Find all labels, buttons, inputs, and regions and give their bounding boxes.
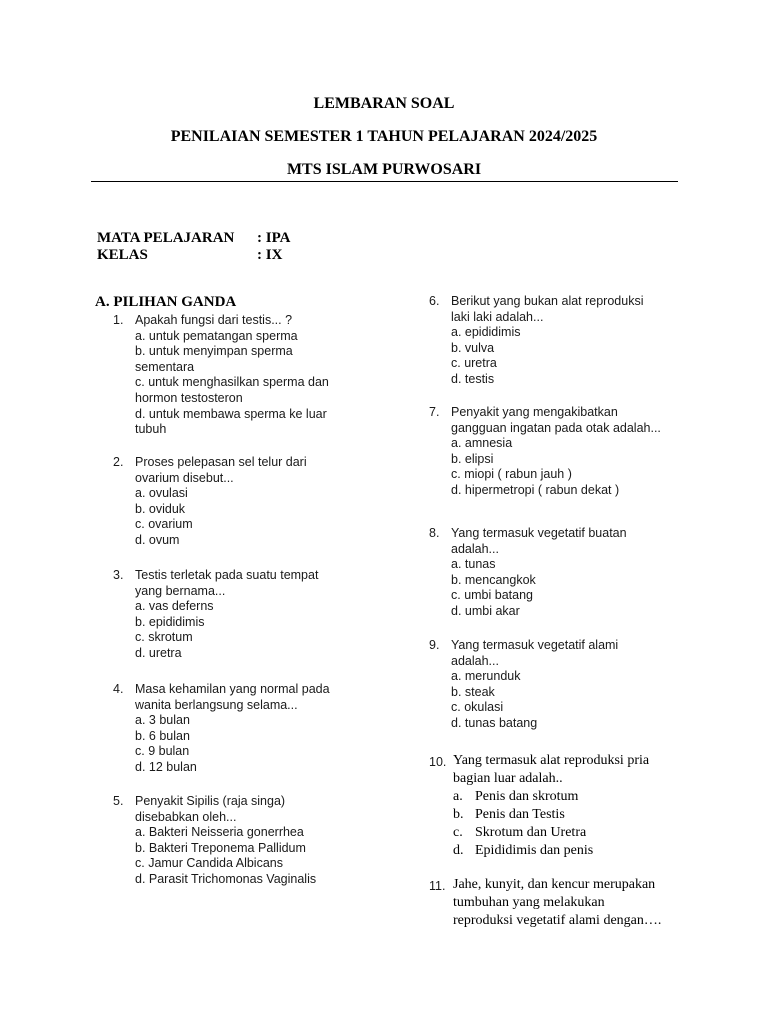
question-option: d. Parasit Trichomonas Vaginalis — [135, 871, 317, 886]
question-item — [113, 794, 316, 888]
question-item — [113, 568, 318, 662]
question-number: 1. — [113, 313, 124, 327]
question-text: Penyakit yang mengakibatkan — [451, 405, 618, 419]
question-option: b. mencangkok — [451, 572, 536, 587]
question-option: c. Jamur Candida Albicans — [135, 856, 283, 871]
question-option: b. 6 bulan — [135, 728, 190, 743]
question-option: b. Bakteri Treponema Pallidum — [135, 840, 306, 855]
question-option: a. epididimis — [451, 325, 521, 340]
question-option: d. hipermetropi ( rabun dekat ) — [451, 482, 620, 497]
question-option: a. 3 bulan — [135, 713, 190, 728]
question-option: d. tunas batang — [451, 715, 538, 730]
question-text: Penyakit Sipilis (raja singa) — [135, 794, 286, 808]
option-c — [453, 824, 649, 842]
question-option: a. ovulasi — [135, 486, 188, 501]
question-item — [113, 455, 307, 549]
meta-class-value: : IX — [257, 247, 283, 263]
question-option: c. untuk menghasilkan sperma dan — [135, 375, 329, 390]
question-number: 9. — [429, 638, 440, 652]
question-text: Berikut yang bukan alat reproduksi — [451, 294, 644, 308]
question-item — [113, 682, 330, 776]
question-text: Yang termasuk vegetatif buatan — [451, 526, 627, 540]
question-11 — [429, 876, 661, 930]
question-option: c. ovarium — [135, 517, 193, 532]
question-item — [113, 313, 329, 438]
question-option: d. 12 bulan — [135, 759, 197, 774]
option-b — [453, 806, 649, 824]
question-text: ovarium disebut... — [135, 470, 234, 485]
question-option: c. uretra — [451, 356, 497, 371]
question-number: 4. — [113, 682, 124, 696]
question-number: 6. — [429, 294, 440, 308]
question-number: 3. — [113, 568, 124, 582]
question-text: Apakah fungsi dari testis... ? — [135, 313, 293, 327]
header-divider — [91, 181, 678, 182]
question-option: b. elipsi — [451, 451, 494, 466]
option-letter: b. — [453, 807, 464, 822]
question-number: 11. — [429, 879, 446, 893]
question-text: disebabkan oleh... — [135, 809, 237, 824]
question-text: yang bernama... — [135, 583, 226, 598]
exam-title: PENILAIAN SEMESTER 1 TAHUN PELAJARAN 2024/2025 — [170, 128, 598, 145]
option-letter: d. — [453, 843, 464, 858]
meta-class-label: KELAS — [97, 247, 148, 263]
question-option: b. epididimis — [135, 614, 205, 629]
question-option: d. untuk membawa sperma ke luar — [135, 406, 327, 421]
question-text: gangguan ingatan pada otak adalah... — [451, 420, 661, 435]
question-text: reproduksi vegetatif alami dengan…. — [453, 913, 662, 928]
option-text: Epididimis dan penis — [475, 843, 594, 858]
question-option: a. vas deferns — [135, 599, 214, 614]
question-option: d. umbi akar — [451, 603, 520, 618]
question-text: Testis terletak pada suatu tempat — [135, 568, 319, 582]
question-option: c. okulasi — [451, 700, 504, 715]
option-text: Penis dan skrotum — [475, 789, 579, 804]
question-text: Proses pelepasan sel telur dari — [135, 455, 307, 469]
question-text: wanita berlangsung selama... — [135, 697, 298, 712]
question-option: b. oviduk — [135, 501, 186, 516]
question-text: bagian luar adalah.. — [453, 771, 563, 786]
question-item — [429, 526, 627, 620]
question-number: 2. — [113, 455, 124, 469]
meta-subject-label: MATA PELAJARAN — [97, 230, 235, 246]
question-text: adalah... — [451, 541, 499, 556]
question-option: a. tunas — [451, 557, 496, 572]
question-option: c. skrotum — [135, 630, 193, 645]
question-text: adalah... — [451, 653, 499, 668]
option-d — [453, 842, 649, 860]
question-option: a. Bakteri Neisseria gonerrhea — [135, 825, 304, 840]
question-option: hormon testosteron — [135, 390, 243, 405]
option-text: Skrotum dan Uretra — [475, 825, 587, 840]
meta-subject-value: : IPA — [257, 230, 291, 246]
question-text: tumbuhan yang melakukan — [453, 895, 605, 910]
question-item — [429, 405, 661, 499]
question-text: Yang termasuk vegetatif alami — [451, 638, 619, 652]
question-option: b. untuk menyimpan sperma — [135, 344, 293, 359]
question-option: tubuh — [135, 422, 167, 437]
question-option: d. ovum — [135, 532, 180, 547]
option-text: Penis dan Testis — [475, 807, 565, 822]
question-option: a. amnesia — [451, 436, 513, 451]
question-text: Yang termasuk alat reproduksi pria — [453, 753, 650, 768]
doc-title: LEMBARAN SOAL — [313, 95, 455, 112]
school-name: MTS ISLAM PURWOSARI — [286, 161, 482, 178]
question-item — [429, 294, 643, 388]
question-option: sementara — [135, 359, 195, 374]
question-option: b. vulva — [451, 340, 495, 355]
question-option: c. 9 bulan — [135, 744, 190, 759]
question-text: a. untuk pematangan sperma — [135, 328, 298, 343]
question-option: d. uretra — [135, 645, 182, 660]
question-number: 5. — [113, 794, 124, 808]
question-option: d. testis — [451, 371, 495, 386]
question-option: a. merunduk — [451, 669, 521, 684]
question-option: c. miopi ( rabun jauh ) — [451, 467, 572, 482]
section-heading: A. PILIHAN GANDA — [95, 294, 237, 310]
question-item — [429, 638, 618, 732]
question-number: 8. — [429, 526, 440, 540]
question-number: 10. — [429, 755, 447, 769]
question-option: c. umbi batang — [451, 588, 533, 603]
question-option: b. steak — [451, 684, 495, 699]
question-number: 7. — [429, 405, 440, 419]
question-10 — [429, 752, 649, 860]
option-letter: c. — [453, 825, 463, 840]
option-a — [453, 788, 649, 806]
question-text: Masa kehamilan yang normal pada — [135, 682, 330, 696]
question-text: Jahe, kunyit, dan kencur merupakan — [453, 877, 656, 892]
option-letter: a. — [453, 789, 463, 804]
question-text: laki laki adalah... — [451, 309, 544, 324]
